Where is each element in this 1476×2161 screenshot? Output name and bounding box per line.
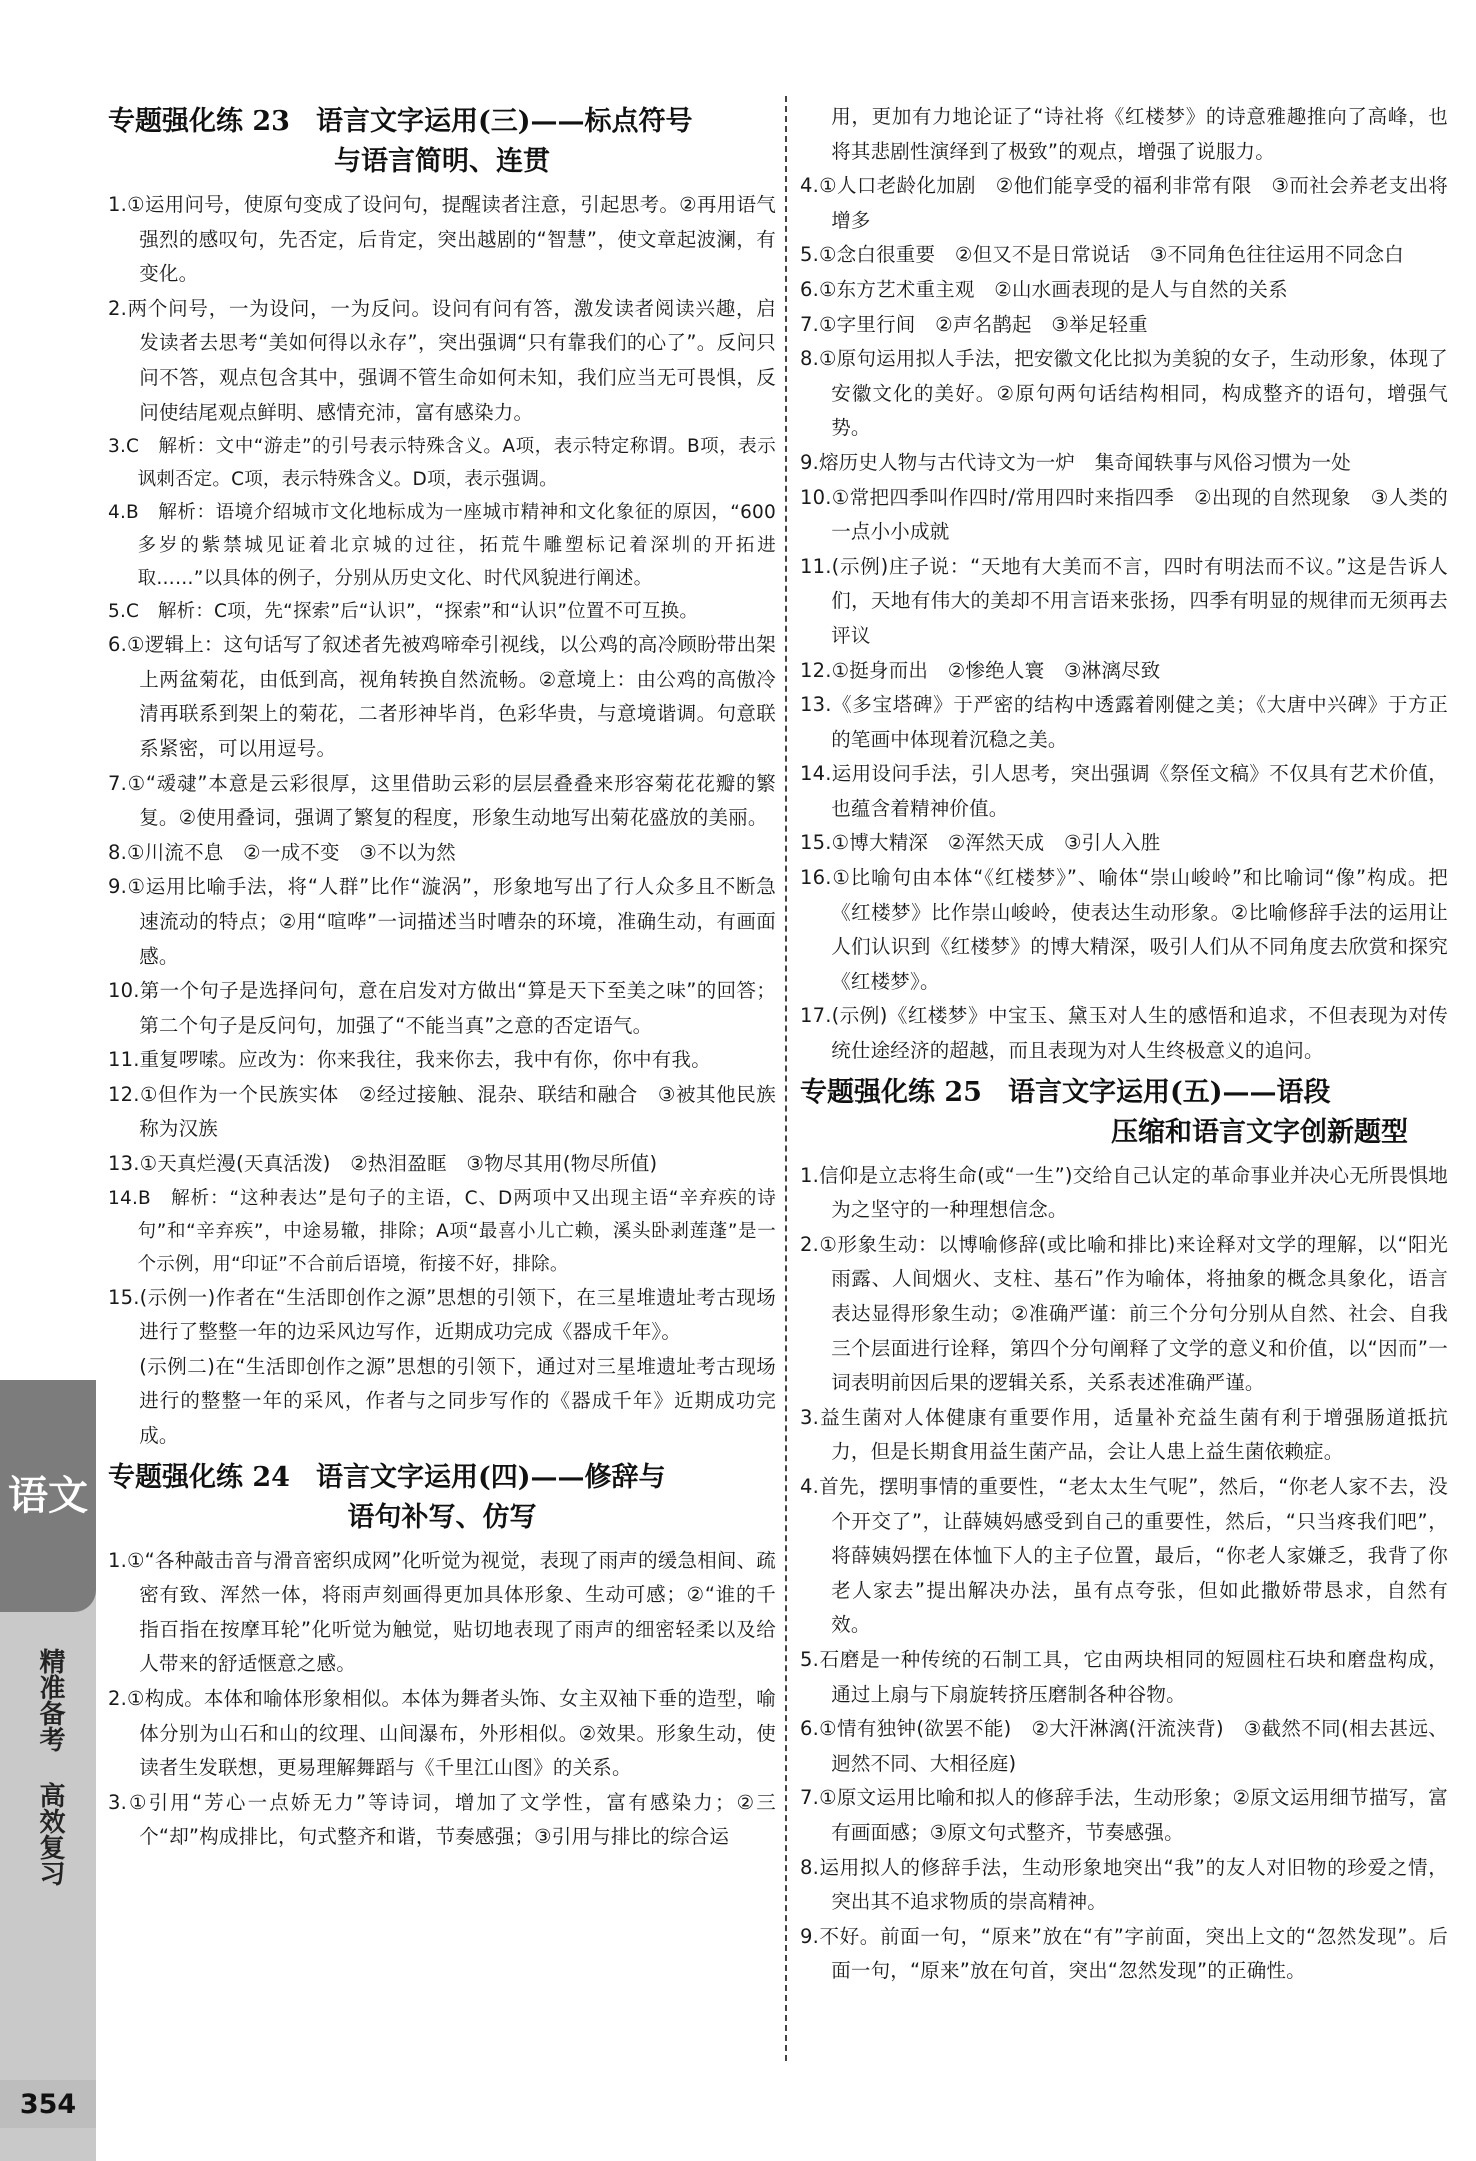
answer-23-3: 3.C 解析：文中“游走”的引号表示特殊含义。A项，表示特定称谓。B项，表示讽刺否定。C项，表示特殊含义。D项，表示强调。 bbox=[108, 436, 776, 491]
answer-24-17: 17.(示例)《红楼梦》中宝玉、黛玉对人生的感悟和追求，不但表现为对传统仕途经济的超越，而且表现为对人生终极意义的追问。 bbox=[800, 1004, 1448, 1063]
answer-24-5: 5.①念白很重要 ②但又不是日常说话 ③不同角色往往运用不同念白 bbox=[800, 243, 1404, 267]
answer-25-2: 2.①形象生动：以博喻修辞(或比喻和排比)来诠释对文学的理解，以“阳光雨露、人间烟火、支柱、基石”作为喻体，将抽象的概念具象化，语言表达显得形象生动；②准确严谨：前三个分句分别从自然、社会、自我三个层面进行诠释，第四个分句阐释了文学的意义和价值，以“因而”一词表明前因后果的逻辑关系，关系表述准确严谨。 bbox=[800, 1232, 1448, 1395]
answer-23-14: 14.B 解析：“这种表达”是句子的主语，C、D两项中又出现主语“辛弃疾的诗句”和“辛弃疾”，中途易辙，排除；A项“最喜小儿亡赖，溪头卧剥莲蓬”是一个示例，用“印证”不合前后语境，衔接不好，排除。 bbox=[108, 1187, 776, 1275]
subject-label: 语文 bbox=[8, 1472, 88, 1519]
answer-23-15-example-2: (示例二)在“生活即创作之源”思想的引领下，通过对三星堆遗址考古现场进行的整整一年的采风，作者与之同步写作的《器成千年》近期成功完成。 bbox=[139, 1354, 776, 1448]
section-25-title-line2: 压缩和语言文字创新题型 bbox=[1111, 1116, 1408, 1148]
slogan bbox=[30, 1648, 70, 1886]
answer-23-7: 7.①“叆叇”本意是云彩很厚，这里借助云彩的层层叠叠来形容菊花花瓣的繁复。②使用叠词，强调了繁复的程度，形象生动地写出菊花盛放的美丽。 bbox=[108, 771, 776, 830]
answer-24-2: 2.①构成。本体和喻体形象相似。本体为舞者头饰、女主双袖下垂的造型，喻体分别为山石和山的纹理、山间瀑布，外形相似。②效果。形象生动，使读者生发联想，更易理解舞蹈与《千里江山图》的关系。 bbox=[108, 1687, 776, 1780]
answer-23-8: 8.①川流不息 ②一成不变 ③不以为然 bbox=[108, 840, 456, 864]
section-24-title bbox=[108, 1458, 776, 1538]
answer-25-1: 1.信仰是立志将生命(或“一生”)交给自己认定的革命事业并决心无所畏惧地为之坚守的一种理想信念。 bbox=[800, 1163, 1448, 1222]
slogan-1: 精准备考 bbox=[35, 1648, 65, 1752]
answer-25-8: 8.运用拟人的修辞手法，生动形象地突出“我”的友人对旧物的珍爱之情，突出其不追求物质的崇高精神。 bbox=[800, 1855, 1448, 1914]
answer-23-13: 13.①天真烂漫(天真活泼) ②热泪盈眶 ③物尽其用(物尽所值) bbox=[108, 1152, 658, 1176]
answer-24-15: 15.①博大精深 ②浑然天成 ③引人入胜 bbox=[800, 831, 1161, 855]
answer-24-12: 12.①挺身而出 ②惨绝人寰 ③淋漓尽致 bbox=[800, 658, 1161, 682]
section-24-title-line1: 语言文字运用(四)——修辞与 bbox=[315, 1461, 666, 1493]
answer-23-6: 6.①逻辑上：这句话写了叙述者先被鸡啼牵引视线，以公鸡的高冷顾盼带出架上两盆菊花，由低到高，视角转换自然流畅。②意境上：由公鸡的高傲冷清再联系到架上的菊花，二者形神毕肖，色彩华贵，与意境谐调。句意联系紧密，可以用逗号。 bbox=[108, 633, 776, 760]
answer-24-4: 4.①人口老龄化加剧 ②他们能享受的福利非常有限 ③而社会养老支出将增多 bbox=[800, 174, 1448, 232]
answer-25-7: 7.①原文运用比喻和拟人的修辞手法，生动形象；②原文运用细节描写，富有画面感；③原文句式整齐，节奏感强。 bbox=[800, 1786, 1448, 1844]
answer-24-9: 9.熔历史人物与古代诗文为一炉 集奇闻轶事与风俗习惯为一处 bbox=[800, 450, 1351, 474]
section-25-title bbox=[800, 1073, 1448, 1153]
section-25-title-line1: 语言文字运用(五)——语段 bbox=[1007, 1076, 1331, 1108]
right-column bbox=[800, 100, 1448, 1989]
answer-23-12: 12.①但作为一个民族实体 ②经过接触、混杂、联结和融合 ③被其他民族称为汉族 bbox=[108, 1082, 776, 1141]
answer-24-11: 11.(示例)庄子说：“天地有大美而不言，四时有明法而不议。”这是告诉人们，天地有伟大的美却不用言语来张扬，四季有明显的规律而无须再去评议 bbox=[800, 554, 1448, 647]
section-23-title bbox=[108, 102, 776, 182]
answer-24-16: 16.①比喻句由本体“《红楼梦》”、喻体“崇山峻岭”和比喻词“像”构成。把《红楼梦》比作崇山峻岭，使表达生动形象。②比喻修辞手法的运用让人们认识到《红楼梦》的博大精深，吸引人们从不同角度去欣赏和探究《红楼梦》。 bbox=[800, 866, 1448, 993]
answer-24-13: 13.《多宝塔碑》于严密的结构中透露着刚健之美；《大唐中兴碑》于方正的笔画中体现着沉稳之美。 bbox=[800, 693, 1448, 751]
answer-24-1: 1.①“各种敲击音与滑音密织成网”化听觉为视觉，表现了雨声的缓急相间、疏密有致、浑然一体，将雨声刻画得更加具体形象、生动可感；②“谁的千指百指在按摩耳轮”化听觉为触觉，贴切地表现了雨声的细密轻柔以及给人带来的舒适惬意之感。 bbox=[108, 1548, 776, 1676]
answer-24-8: 8.①原句运用拟人手法，把安徽文化比拟为美貌的女子，生动形象，体现了安徽文化的美好。②原句两句话结构相同，构成整齐的语句，增强气势。 bbox=[800, 347, 1448, 440]
left-column bbox=[108, 100, 776, 1855]
answer-24-7: 7.①字里行间 ②声名鹊起 ③举足轻重 bbox=[800, 312, 1148, 336]
section-24-title-line2: 语句补写、仿写 bbox=[347, 1501, 537, 1533]
slogan-2: 高效复习 bbox=[35, 1782, 65, 1886]
answer-23-4: 4.B 解析：语境介绍城市文化地标成为一座城市精神和文化象征的原因，“600多岁的紫禁城见证着北京城的过往，拓荒牛雕塑标记着深圳的开拓进取……”以具体的例子，分别从历史文化、时代风貌进行阐述。 bbox=[108, 502, 776, 590]
answer-24-14: 14.运用设问手法，引人思考，突出强调《祭侄文稿》不仅具有艺术价值，也蕴含着精神价值。 bbox=[800, 762, 1448, 820]
answer-24-3-continued: 用，更加有力地论证了“诗社将《红楼梦》的诗意雅趣推向了高峰，也将其悲剧性演绎到了极致”的观点，增强了说服力。 bbox=[831, 105, 1448, 163]
answer-23-15-example-1: 15.(示例一)作者在“生活即创作之源”思想的引领下，在三星堆遗址考古现场进行了整整一年的边采风边写作，近期成功完成《器成千年》。 bbox=[108, 1285, 776, 1344]
column-divider bbox=[785, 96, 787, 2061]
subject-tab bbox=[0, 1380, 96, 1612]
section-24-number: 专题强化练 24 bbox=[108, 1461, 290, 1493]
section-25-number: 专题强化练 25 bbox=[800, 1076, 982, 1108]
answer-25-9: 9.不好。前面一句，“原来”放在“有”字前面，突出上文的“忽然发现”。后面一句，“原来”放在句首，突出“忽然发现”的正确性。 bbox=[800, 1924, 1448, 1983]
section-23-title-line2: 与语言简明、连贯 bbox=[334, 146, 550, 177]
answer-23-5: 5.C 解析：C项，先“探索”后“认识”，“探索”和“认识”位置不可互换。 bbox=[108, 601, 699, 623]
page-number: 354 bbox=[0, 2080, 96, 2128]
answer-23-2: 2.两个问号，一为设问，一为反问。设问有问有答，激发读者阅读兴趣，启发读者去思考“美如何得以永存”，突出强调“只有靠我们的心了”。反问只问不答，观点包含其中，强调不管生命如何未知，我们应当无可畏惧，反问使结尾观点鲜明、感情充沛，富有感染力。 bbox=[108, 296, 776, 424]
answer-25-6: 6.①情有独钟(欲罢不能) ②大汗淋漓(汗流浃背) ③截然不同(相去甚远、迥然不同、大相径庭) bbox=[800, 1717, 1448, 1775]
answer-24-10: 10.①常把四季叫作四时/常用四时来指四季 ②出现的自然现象 ③人类的一点小小成就 bbox=[800, 485, 1448, 544]
answer-25-3: 3.益生菌对人体健康有重要作用，适量补充益生菌有利于增强肠道抵抗力，但是长期食用益生菌产品，会让人患上益生菌依赖症。 bbox=[800, 1405, 1448, 1464]
answer-23-10: 10.第一个句子是选择问句，意在启发对方做出“算是天下至美之味”的回答；第二个句子是反问句，加强了“不能当真”之意的否定语气。 bbox=[108, 979, 776, 1037]
answer-23-9: 9.①运用比喻手法，将“人群”比作“漩涡”，形象地写出了行人众多且不断急速流动的特点；②用“喧哗”一词描述当时嘈杂的环境，准确生动，有画面感。 bbox=[108, 875, 776, 968]
answer-24-6: 6.①东方艺术重主观 ②山水画表现的是人与自然的关系 bbox=[800, 277, 1288, 301]
answer-25-5: 5.石磨是一种传统的石制工具，它由两块相同的短圆柱石块和磨盘构成，通过上扇与下扇旋转挤压磨制各种谷物。 bbox=[800, 1647, 1448, 1706]
answer-25-4: 4.首先，摆明事情的重要性，“老太太生气呢”，然后，“你老人家不去，没个开交了”，让薛姨妈感受到自己的重要性，然后，“只当疼我们吧”，将薛姨妈摆在体恤下人的主子位置，最后，“你老人家嫌乏，我背了你老人家去”提出解决办法，虽有点夸张，但如此撒娇带恳求，自然有效。 bbox=[800, 1474, 1448, 1637]
section-23-number: 专题强化练 23 bbox=[108, 106, 290, 137]
answer-24-3: 3.①引用“芳心一点娇无力”等诗词，增加了文学性，富有感染力；②三个“却”构成排比，句式整齐和谐，节奏感强；③引用与排比的综合运 bbox=[108, 1790, 776, 1849]
section-23-title-line1: 语言文字运用(三)——标点符号 bbox=[315, 106, 693, 137]
answer-23-1: 1.①运用问号，使原句变成了设问句，提醒读者注意，引起思考。②再用语气强烈的感叹句，先否定，后肯定，突出越剧的“智慧”，使文章起波澜，有变化。 bbox=[108, 193, 776, 286]
answer-23-11: 11.重复啰嗦。应改为：你来我往，我来你去，我中有你，你中有我。 bbox=[108, 1048, 711, 1072]
